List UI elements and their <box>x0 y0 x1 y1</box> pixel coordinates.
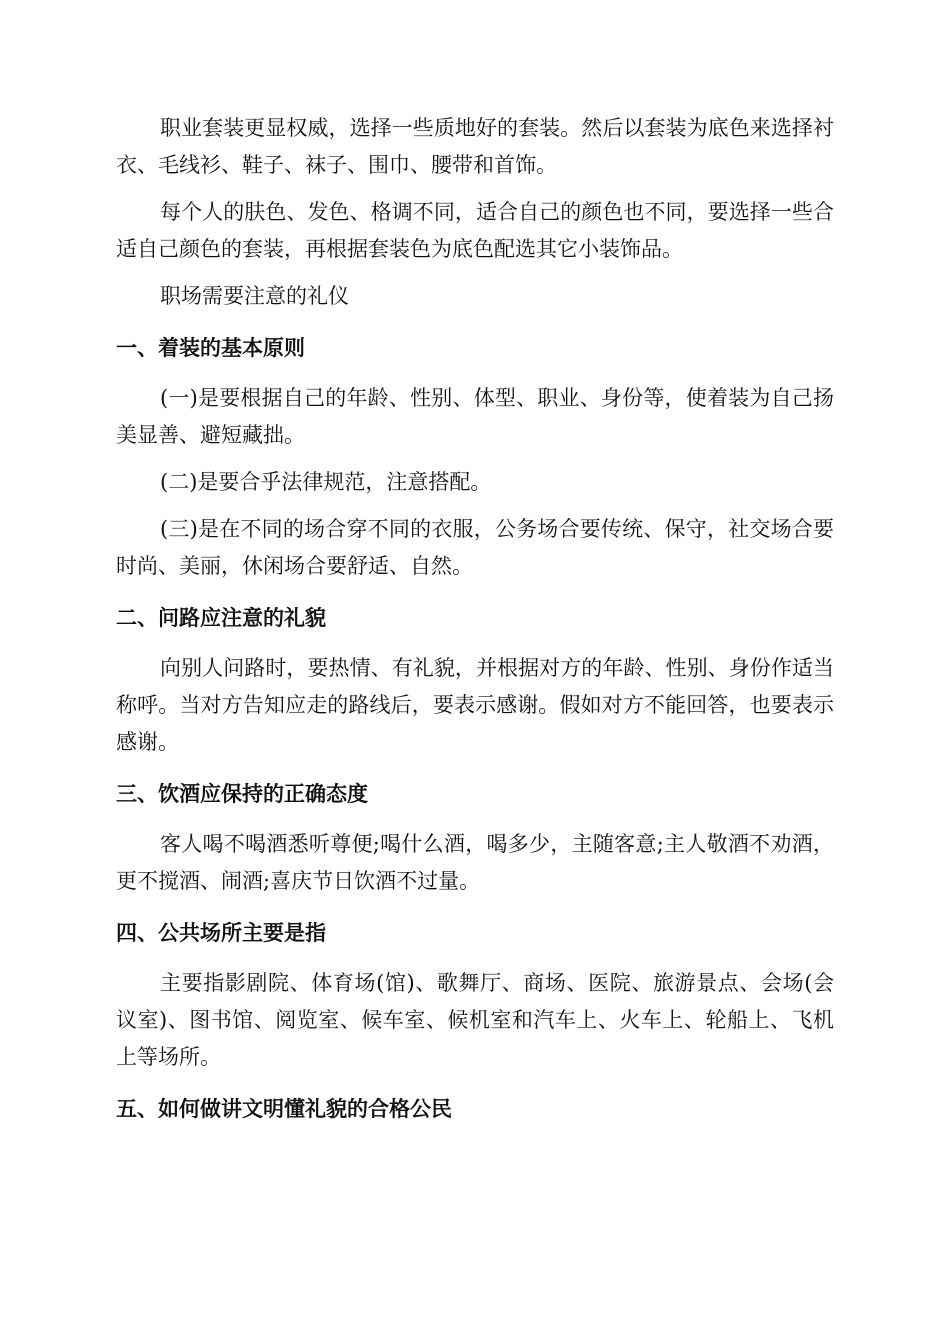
heading-civilized-citizen: 五、如何做讲文明懂礼貌的合格公民 <box>116 1096 452 1121</box>
paragraph-colors: 每个人的肤色、发色、格调不同，适合自己的颜色也不同，要选择一些合适自己颜色的套装，再根据套装色为底色配选其它小装饰品。 <box>116 200 834 261</box>
paragraph-asking-directions: 向别人问路时，要热情、有礼貌，并根据对方的年龄、性别、身份作适当称呼。当对方告知应走的路线后，要表示感谢。假如对方不能回答，也要表示感谢。 <box>116 656 834 754</box>
paragraph-drinking-attitude: 客人喝不喝酒悉听尊便;喝什么酒，喝多少，主随客意;主人敬酒不劝酒，更不搅酒、闹酒;喜庆节日饮酒不过量。 <box>116 832 834 893</box>
heading-dress-principles: 一、着装的基本原则 <box>116 335 305 360</box>
paragraph-suits: 职业套装更显权威，选择一些质地好的套装。然后以套装为底色来选择衬衣、毛线衫、鞋子、袜子、围巾、腰带和首饰。 <box>116 116 834 177</box>
document-page <box>116 110 834 1127</box>
heading-drinking-attitude: 三、饮酒应保持的正确态度 <box>116 781 368 806</box>
paragraph-principle-1: (一)是要根据自己的年龄、性别、体型、职业、身份等，使着装为自己扬美显善、避短藏拙。 <box>116 386 834 447</box>
paragraph-principle-2: (二)是要合乎法律规范，注意搭配。 <box>160 470 492 494</box>
paragraph-public-places: 主要指影剧院、体育场(馆)、歌舞厅、商场、医院、旅游景点、会场(会议室)、图书馆、阅览室、候车室、候机室和汽车上、火车上、轮船上、飞机上等场所。 <box>116 971 834 1069</box>
heading-asking-directions: 二、问路应注意的礼貌 <box>116 605 326 630</box>
paragraph-workplace-etiquette: 职场需要注意的礼仪 <box>160 284 349 308</box>
heading-public-places: 四、公共场所主要是指 <box>116 920 326 945</box>
paragraph-principle-3: (三)是在不同的场合穿不同的衣服，公务场合要传统、保守，社交场合要时尚、美丽，休闲场合要舒适、自然。 <box>116 517 834 578</box>
